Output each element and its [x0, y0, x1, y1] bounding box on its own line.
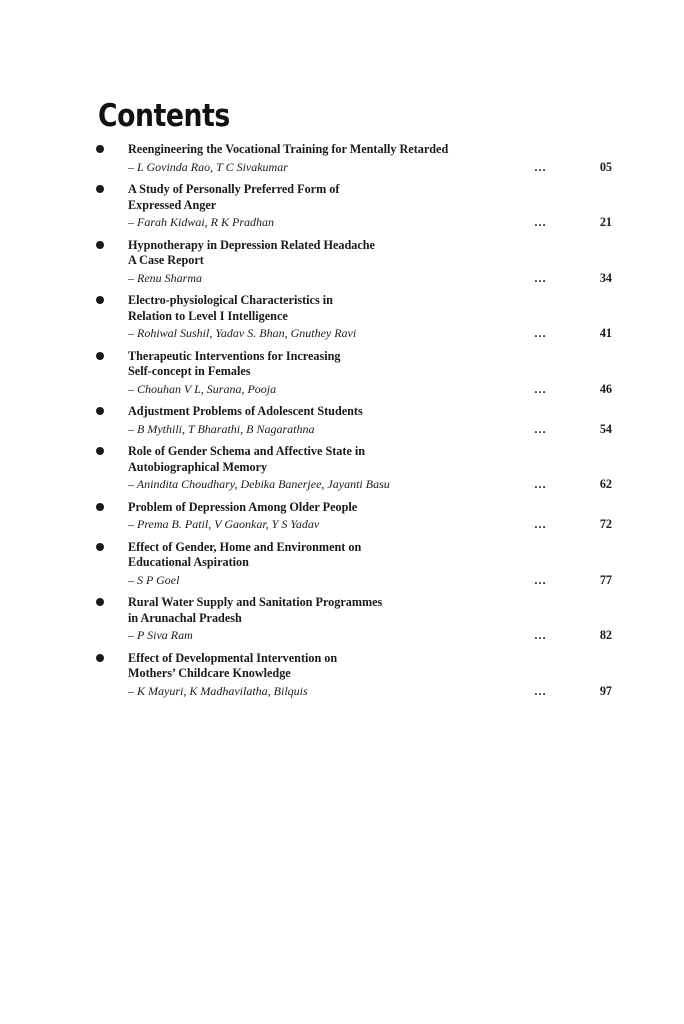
bullet-icon: [96, 145, 104, 153]
toc-entry[interactable]: [0, 142, 684, 173]
entry-author-row: [128, 682, 684, 698]
page-title: Contents: [98, 98, 230, 134]
bullet-icon: [96, 407, 104, 415]
entry-title-line: A Study of Personally Preferred Form of: [128, 182, 340, 196]
entry-title: [128, 142, 508, 158]
entry-title-line: Reengineering the Vocational Training for Mentally Retarded: [128, 142, 449, 156]
bullet-icon: [96, 503, 104, 511]
entry-page-number[interactable]: 77: [599, 572, 612, 587]
entry-title-line: Expressed Anger: [128, 197, 217, 212]
entry-title-line: Hypnotherapy in Depression Related Headache: [128, 237, 375, 252]
entry-authors: – Rohiwal Sushil, Yadav S. Bhan, Gnuthey Ravi: [128, 326, 357, 340]
entry-leader-dots: …: [534, 683, 546, 698]
entry-authors: – L Govinda Rao, T C Sivakumar: [128, 159, 288, 174]
entry-title-line: Electro-physiological Characteristics in: [128, 293, 333, 307]
toc-entry[interactable]: [0, 182, 684, 229]
entry-leader-dots: …: [534, 517, 546, 531]
entry-leader-dots: …: [534, 326, 546, 340]
entry-leader-dots: …: [534, 215, 546, 229]
entry-author-row: [128, 626, 684, 642]
entry-page-number[interactable]: 05: [599, 159, 612, 174]
entry-leader-dots: …: [534, 381, 546, 396]
entry-leader-dots: …: [534, 628, 546, 642]
toc-entry[interactable]: [0, 293, 684, 340]
entry-title: [128, 404, 508, 420]
bullet-icon: [96, 185, 104, 193]
entry-leader-dots: …: [534, 159, 546, 174]
entry-title-line: Effect of Gender, Home and Environment on: [128, 539, 362, 554]
entry-authors: – S P Goel: [128, 572, 180, 587]
entry-leader-dots: …: [534, 477, 546, 491]
entry-title-line: Self-concept in Females: [128, 364, 251, 378]
entry-title-line: Relation to Level I Intelligence: [128, 308, 288, 323]
entry-authors: – Renu Sharma: [128, 270, 202, 285]
entry-author-row: [128, 380, 684, 396]
entry-author-row: [128, 420, 684, 436]
toc-entry[interactable]: [0, 444, 684, 491]
entry-title: [128, 293, 508, 324]
entry-page-number[interactable]: 34: [599, 270, 612, 285]
entry-leader-dots: …: [534, 572, 546, 587]
entry-author-row: [128, 475, 684, 491]
bullet-icon: [96, 352, 104, 360]
entry-title: [128, 238, 508, 269]
entry-authors: – P Siva Ram: [128, 628, 193, 642]
entry-title-line: Effect of Developmental Intervention on: [128, 650, 338, 665]
bullet-icon: [96, 654, 104, 662]
toc-entry[interactable]: [0, 651, 684, 698]
entry-author-row: [128, 515, 684, 531]
entry-title-line: Educational Aspiration: [128, 555, 249, 569]
bullet-icon: [96, 296, 104, 304]
entry-title-line: Autobiographical Memory: [128, 459, 268, 474]
entry-title: [128, 182, 508, 213]
toc-entry[interactable]: [0, 500, 684, 531]
entry-title: [128, 540, 508, 571]
entry-title: [128, 651, 508, 682]
entry-author-row: [128, 158, 684, 174]
entry-author-row: [128, 571, 684, 587]
entry-title-line: A Case Report: [128, 253, 204, 267]
entry-title: [128, 444, 508, 475]
entry-page-number[interactable]: 46: [599, 381, 612, 396]
entry-page-number[interactable]: 62: [599, 477, 612, 491]
entry-page-number[interactable]: 72: [599, 517, 612, 531]
toc-entry[interactable]: [0, 595, 684, 642]
entry-page-number[interactable]: 21: [599, 215, 612, 229]
bullet-icon: [96, 241, 104, 249]
entry-page-number[interactable]: 97: [599, 683, 612, 698]
entry-page-number[interactable]: 54: [599, 421, 612, 436]
entry-authors: – K Mayuri, K Madhavilatha, Bilquis: [128, 683, 308, 698]
entry-author-row: [128, 213, 684, 229]
entry-title-line: Mothers’ Childcare Knowledge: [128, 666, 291, 680]
entry-title: [128, 500, 508, 516]
table-of-contents: [0, 142, 684, 706]
toc-entry[interactable]: [0, 349, 684, 396]
entry-title-line: in Arunachal Pradesh: [128, 610, 242, 625]
entry-authors: – Prema B. Patil, V Gaonkar, Y S Yadav: [128, 517, 320, 531]
entry-authors: – Farah Kidwai, R K Pradhan: [128, 215, 275, 229]
toc-entry[interactable]: [0, 404, 684, 435]
entry-leader-dots: …: [534, 270, 546, 285]
entry-authors: – Chouhan V L, Surana, Pooja: [128, 381, 277, 396]
entry-title-line: Problem of Depression Among Older People: [128, 499, 358, 514]
toc-entry[interactable]: [0, 540, 684, 587]
entry-authors: – Anindita Choudhary, Debika Banerjee, Jayanti Basu: [128, 477, 390, 491]
entry-page-number[interactable]: 82: [599, 628, 612, 642]
entry-title: [128, 595, 508, 626]
bullet-icon: [96, 447, 104, 455]
entry-authors: – B Mythili, T Bharathi, B Nagarathna: [128, 421, 315, 436]
entry-page-number[interactable]: 41: [599, 326, 612, 340]
entry-author-row: [128, 324, 684, 340]
toc-entry[interactable]: [0, 238, 684, 285]
entry-leader-dots: …: [534, 421, 546, 436]
entry-title-line: Adjustment Problems of Adolescent Students: [128, 404, 363, 418]
entry-title-line: Role of Gender Schema and Affective State in: [128, 444, 366, 458]
entry-author-row: [128, 269, 684, 285]
entry-title-line: Rural Water Supply and Sanitation Programmes: [128, 595, 383, 609]
entry-title-line: Therapeutic Interventions for Increasing: [128, 348, 341, 363]
bullet-icon: [96, 543, 104, 551]
entry-title: [128, 349, 508, 380]
bullet-icon: [96, 598, 104, 606]
